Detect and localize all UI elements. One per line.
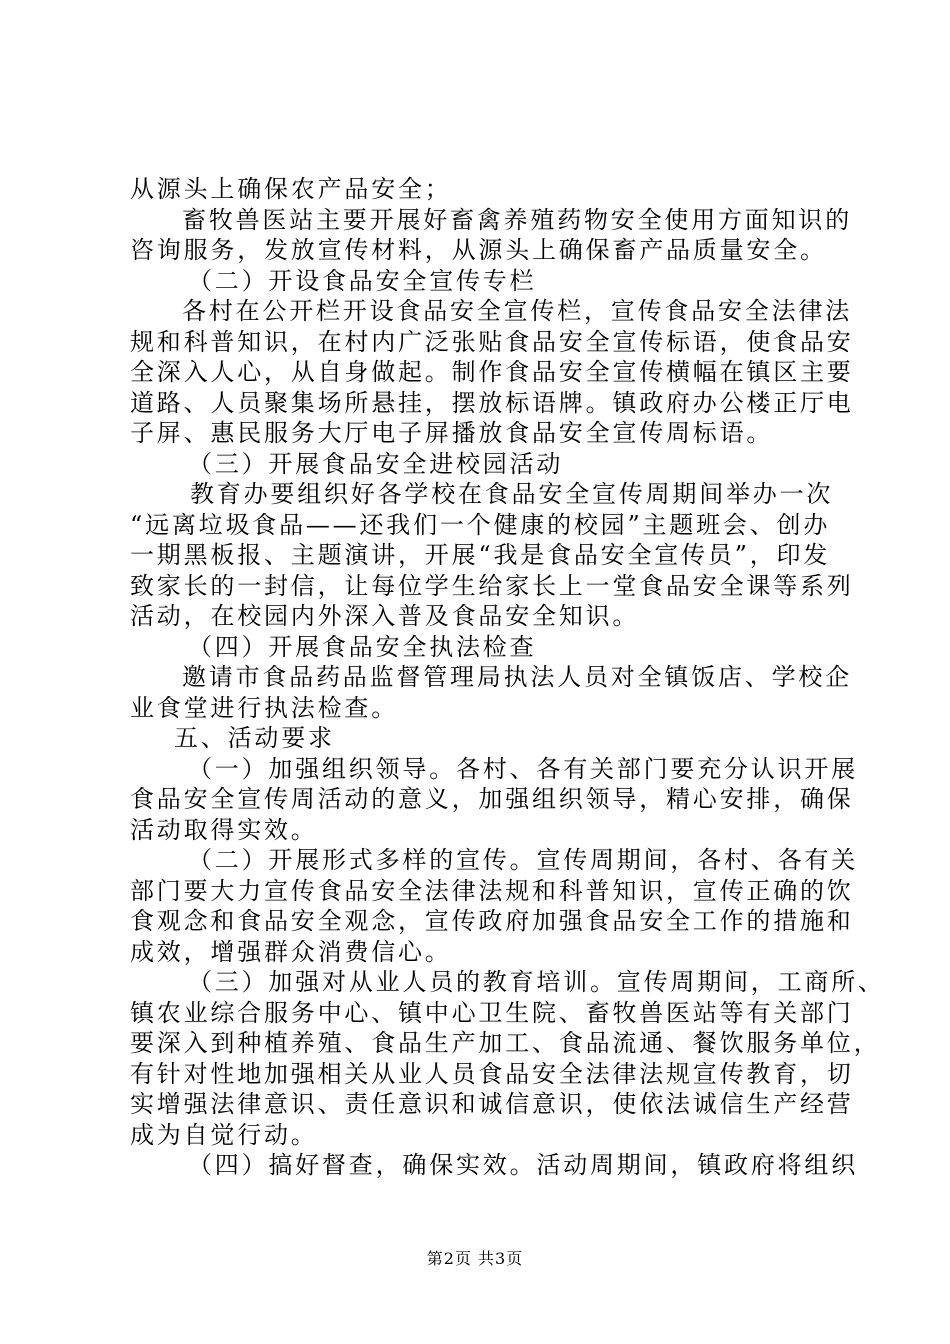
text-line: 子屏、惠民服务大厅电子屏播放食品安全宣传周标语。 bbox=[130, 419, 774, 447]
text-line: 实增强法律意识、责任意识和诚信意识，使依法诚信生产经营 bbox=[130, 1090, 854, 1118]
text-line: 道路、人员聚集场所悬挂，摆放标语牌。镇政府办公楼正厅电 bbox=[130, 388, 854, 417]
text-line: 部门要大力宣传食品安全法律法规和科普知识，宣传正确的饮 bbox=[130, 876, 854, 905]
text-line: 教育办要组织好各学校在食品安全宣传周期间举办一次 bbox=[190, 480, 834, 508]
section-heading: （四）开展食品安全执法检查 bbox=[188, 632, 537, 661]
text-line: （一）加强组织领导。各村、各有关部门要充分认识开展 bbox=[188, 754, 858, 783]
text-line: “远离垃圾食品——还我们一个健康的校园”主题班会、创办 bbox=[130, 510, 831, 539]
section-heading: （三）开展食品安全进校园活动 bbox=[188, 449, 564, 478]
text-line: 有针对性地加强相关从业人员食品安全法律法规宣传教育，切 bbox=[130, 1059, 854, 1088]
text-line: （四）搞好督查，确保实效。活动周期间，镇政府将组织 bbox=[188, 1151, 858, 1179]
text-line: 咨询服务，发放宣传材料，从源头上确保畜产品质量安全。 bbox=[130, 236, 827, 264]
text-line: 食品安全宣传周活动的意义，加强组织领导，精心安排，确保 bbox=[130, 785, 854, 813]
text-line: 全深入人心，从自身做起。制作食品安全宣传横幅在镇区主要 bbox=[130, 358, 854, 386]
text-line: 镇农业综合服务中心、镇中心卫生院、畜牧兽医站等有关部门 bbox=[130, 998, 854, 1027]
text-line: 规和科普知识，在村内广泛张贴食品安全宣传标语，使食品安 bbox=[130, 327, 854, 356]
text-line: 成为自觉行动。 bbox=[130, 1120, 318, 1149]
page-footer: 第2页 共3页 bbox=[426, 1249, 524, 1268]
text-line: 活动，在校园内外深入普及食品安全知识。 bbox=[130, 602, 640, 630]
section-heading: （二）开设食品安全宣传专栏 bbox=[188, 266, 537, 295]
text-line: 各村在公开栏开设食品安全宣传栏，宣传食品安全法律法 bbox=[182, 297, 852, 325]
text-line: 食观念和食品安全观念，宣传政府加强食品安全工作的措施和 bbox=[130, 907, 854, 935]
text-line: （三）加强对从业人员的教育培训。宣传周期间，工商所、 bbox=[188, 968, 885, 996]
body-text bbox=[130, 174, 885, 1181]
text-line: 要深入到种植养殖、食品生产加工、食品流通、餐饮服务单位， bbox=[130, 1029, 881, 1057]
text-line: 一期黑板报、主题演讲，开展“我是食品安全宣传员”，印发 bbox=[130, 541, 831, 569]
text-line: 成效，增强群众消费信心。 bbox=[130, 937, 452, 966]
text-line: 活动取得实效。 bbox=[130, 815, 318, 844]
section-title: 五、活动要求 bbox=[174, 724, 335, 752]
text-line: 邀请市食品药品监督管理局执法人员对全镇饭店、学校企 bbox=[182, 663, 852, 691]
text-line: 从源头上确保农产品安全； bbox=[130, 175, 452, 203]
text-line: （二）开展形式多样的宣传。宣传周期间，各村、各有关 bbox=[188, 846, 858, 874]
text-line: 致家长的一封信，让每位学生给家长上一堂食品安全课等系列 bbox=[130, 571, 854, 600]
text-line: 畜牧兽医站主要开展好畜禽养殖药物安全使用方面知识的 bbox=[182, 205, 852, 234]
text-line: 业食堂进行执法检查。 bbox=[130, 693, 398, 722]
